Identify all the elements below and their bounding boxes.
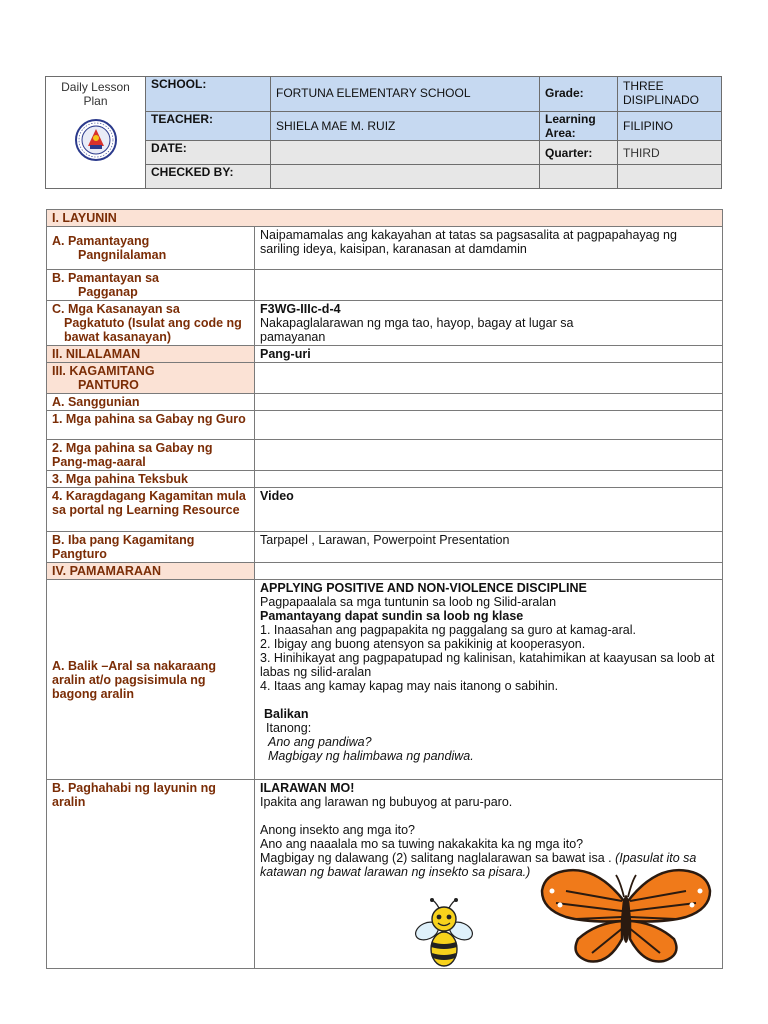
row-label-pamantayan-pagganap xyxy=(47,270,255,301)
gabay-guro-value xyxy=(255,411,723,440)
lesson-table xyxy=(46,209,723,969)
bee-icon xyxy=(412,897,476,971)
kasanayan-value xyxy=(255,301,723,346)
school-label: SCHOOL: xyxy=(146,77,271,112)
section-layunin: I. LAYUNIN xyxy=(47,210,723,227)
section-pamamaraan: IV. PAMAMARAAN xyxy=(47,563,255,580)
date-value xyxy=(271,141,540,165)
insekto-question: Anong insekto ang mga ito? xyxy=(260,823,415,837)
kasanayan-text: Nakapaglalarawan ng mga tao, hayop, bagay at lugar sa pamayanan xyxy=(260,316,574,344)
header-table xyxy=(45,76,722,189)
dlp-title: Daily Lesson Plan xyxy=(61,80,130,108)
teksbuk-value xyxy=(255,471,723,488)
row-label-karagdagang-kagamitan: 4. Karagdagang Kagamitan mula sa portal ng Learning Resource xyxy=(47,488,255,532)
row-label-kasanayan xyxy=(47,301,255,346)
empty-cell xyxy=(540,165,618,189)
row-label-sanggunian: A. Sanggunian xyxy=(47,394,255,411)
label-line: C. Mga Kasanayan sa xyxy=(52,302,180,316)
row-label-gabay-guro: 1. Mga pahina sa Gabay ng Guro xyxy=(47,411,255,440)
spacer xyxy=(260,693,717,707)
learning-area-label: Learning Area: xyxy=(540,112,618,141)
header-brand-cell xyxy=(46,77,146,189)
quarter-label: Quarter: xyxy=(540,141,618,165)
rule-item: 4. Itaas ang kamay kapag may nais itanong o sabihin. xyxy=(260,679,559,693)
label-line: Pangnilalaman xyxy=(78,248,167,262)
balikan-heading: Balikan xyxy=(264,707,309,721)
ipakita-text: Ipakita ang larawan ng bubuyog at paru-paro. xyxy=(260,795,513,809)
spacer xyxy=(260,809,717,823)
balik-heading: APPLYING POSITIVE AND NON-VIOLENCE DISCIPLINE xyxy=(260,581,587,595)
checked-by-label: CHECKED BY: xyxy=(146,165,271,189)
date-label: DATE: xyxy=(146,141,271,165)
naaalala-question: Ano ang naaalala mo sa tuwing nakakakita ka ng mga ito? xyxy=(260,837,584,851)
balik-subheading: Pamantayang dapat sundin sa loob ng klase xyxy=(260,609,524,623)
itanong-label: Itanong: xyxy=(266,721,312,735)
row-label-gabay-mag-aaral: 2. Mga pahina sa Gabay ng Pang-mag-aaral xyxy=(47,440,255,471)
balik-intro: Pagpapaalala sa mga tuntunin sa loob ng Silid-aralan xyxy=(260,595,557,609)
label-line: III. KAGAMITANG xyxy=(52,364,155,378)
kasanayan-code: F3WG-IIIc-d-4 xyxy=(260,302,341,316)
question-item: Magbigay ng halimbawa ng pandiwa. xyxy=(268,749,474,763)
section-nilalaman: II. NILALAMAN xyxy=(47,346,255,363)
pamantayang-pangnilalaman-value: Naipamamalas ang kakayahan at tatas sa pagsasalita at pagpapahayag ng sariling ideya, kaisipan, karanasan at damdamin xyxy=(255,227,723,270)
ilarawan-heading: ILARAWAN MO! xyxy=(260,781,355,795)
school-value: FORTUNA ELEMENTARY SCHOOL xyxy=(271,77,540,112)
label-line: Pagganap xyxy=(78,285,138,299)
row-label-balik-aral: A. Balik –Aral sa nakaraang aralin at/o pagsisimula ng bagong aralin xyxy=(47,580,255,780)
magbigay-text: Magbigay ng dalawang (2) salitang naglalarawan sa bawat isa . xyxy=(260,851,612,865)
question-item: Ano ang pandiwa? xyxy=(268,735,372,749)
pamamaraan-value xyxy=(255,563,723,580)
rule-item: 1. Inaasahan ang pagpapakita ng paggalang sa guro at kamag-aral. xyxy=(260,623,636,637)
karagdagang-kagamitan-value: Video xyxy=(255,488,723,532)
gabay-mag-aaral-value xyxy=(255,440,723,471)
teacher-value: SHIELA MAE M. RUIZ xyxy=(271,112,540,141)
kagamitang-panturo-value xyxy=(255,363,723,394)
label-line: Pagkatuto (Isulat ang code ng bawat kasanayan) xyxy=(64,316,242,344)
row-label-paghahabi: B. Paghahabi ng layunin ng aralin xyxy=(47,780,255,969)
empty-cell xyxy=(618,165,722,189)
sanggunian-value xyxy=(255,394,723,411)
label-line: A. Pamantayang xyxy=(52,234,150,248)
checked-by-value xyxy=(271,165,540,189)
quarter-value: THIRD xyxy=(618,141,722,165)
butterfly-icon xyxy=(536,861,716,969)
section-kagamitang-panturo xyxy=(47,363,255,394)
teacher-label: TEACHER: xyxy=(146,112,271,141)
ipasulat-note: (Ipasulat ito sa katawan ng bawat larawan ng insekto sa pisara.) xyxy=(260,851,697,879)
deped-seal-icon xyxy=(74,118,118,162)
insect-pictures xyxy=(260,879,717,967)
nilalaman-value: Pang-uri xyxy=(255,346,723,363)
grade-label: Grade: xyxy=(540,77,618,112)
balik-aral-content xyxy=(255,580,723,780)
label-line: PANTURO xyxy=(78,378,139,392)
rule-item: 3. Hinihikayat ang pagpapatupad ng kalinisan, katahimikan at kaayusan sa loob at labas ng silid-aralan xyxy=(260,651,715,679)
iba-pang-kagamitan-value: Tarpapel , Larawan, Powerpoint Presentation xyxy=(255,532,723,563)
rule-item: 2. Ibigay ang buong atensyon sa pakikinig at kooperasyon. xyxy=(260,637,586,651)
paghahabi-content xyxy=(255,780,723,969)
pamantayan-pagganap-value xyxy=(255,270,723,301)
row-label-teksbuk: 3. Mga pahina Teksbuk xyxy=(47,471,255,488)
learning-area-value: FILIPINO xyxy=(618,112,722,141)
label-line: B. Pamantayan sa xyxy=(52,271,159,285)
grade-value: THREE DISIPLINADO xyxy=(618,77,722,112)
row-label-iba-pang-kagamitan: B. Iba pang Kagamitang Pangturo xyxy=(47,532,255,563)
row-label-pamantayang-pangnilalaman xyxy=(47,227,255,270)
